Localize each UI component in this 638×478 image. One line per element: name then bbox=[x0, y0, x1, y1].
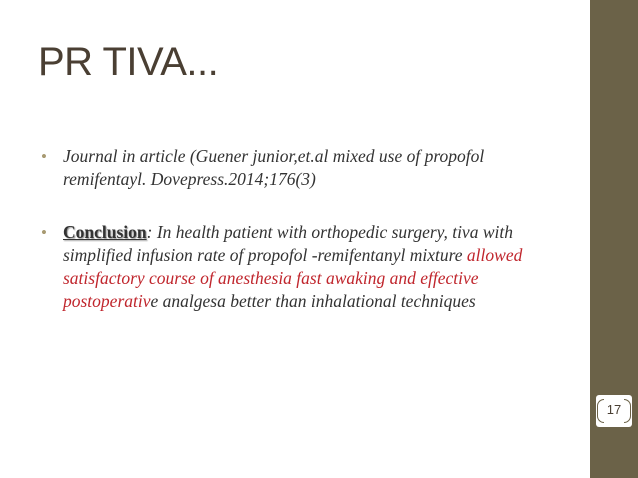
conclusion-colon: : bbox=[146, 222, 153, 242]
page-number-badge bbox=[596, 395, 632, 427]
bullet-list bbox=[41, 145, 571, 313]
bullet-conclusion bbox=[41, 221, 571, 313]
page-number: 17 bbox=[606, 402, 622, 417]
conclusion-text-highlight: allowed satisfactory course of anesthesia fast awaking and effective postoperativ bbox=[63, 245, 523, 311]
conclusion-label: Conclusion bbox=[63, 222, 147, 242]
bullet-journal bbox=[41, 145, 571, 191]
conclusion-text-part2: e analgesa better than inhalational techniques bbox=[150, 291, 476, 311]
bullet-dot-icon: • bbox=[41, 223, 47, 242]
slide-title: PR TIVA... bbox=[38, 40, 219, 84]
bullet-dot-icon: • bbox=[41, 147, 47, 166]
bullet-journal-text: Journal in article (Guener junior,et.al mixed use of propofol remifentayl. Dovepress.2014;176(3) bbox=[63, 146, 485, 189]
conclusion-text-part1: In health patient with orthopedic surgery, tiva with simplified infusion rate of propofol -remifentanyl mixture bbox=[63, 222, 513, 265]
